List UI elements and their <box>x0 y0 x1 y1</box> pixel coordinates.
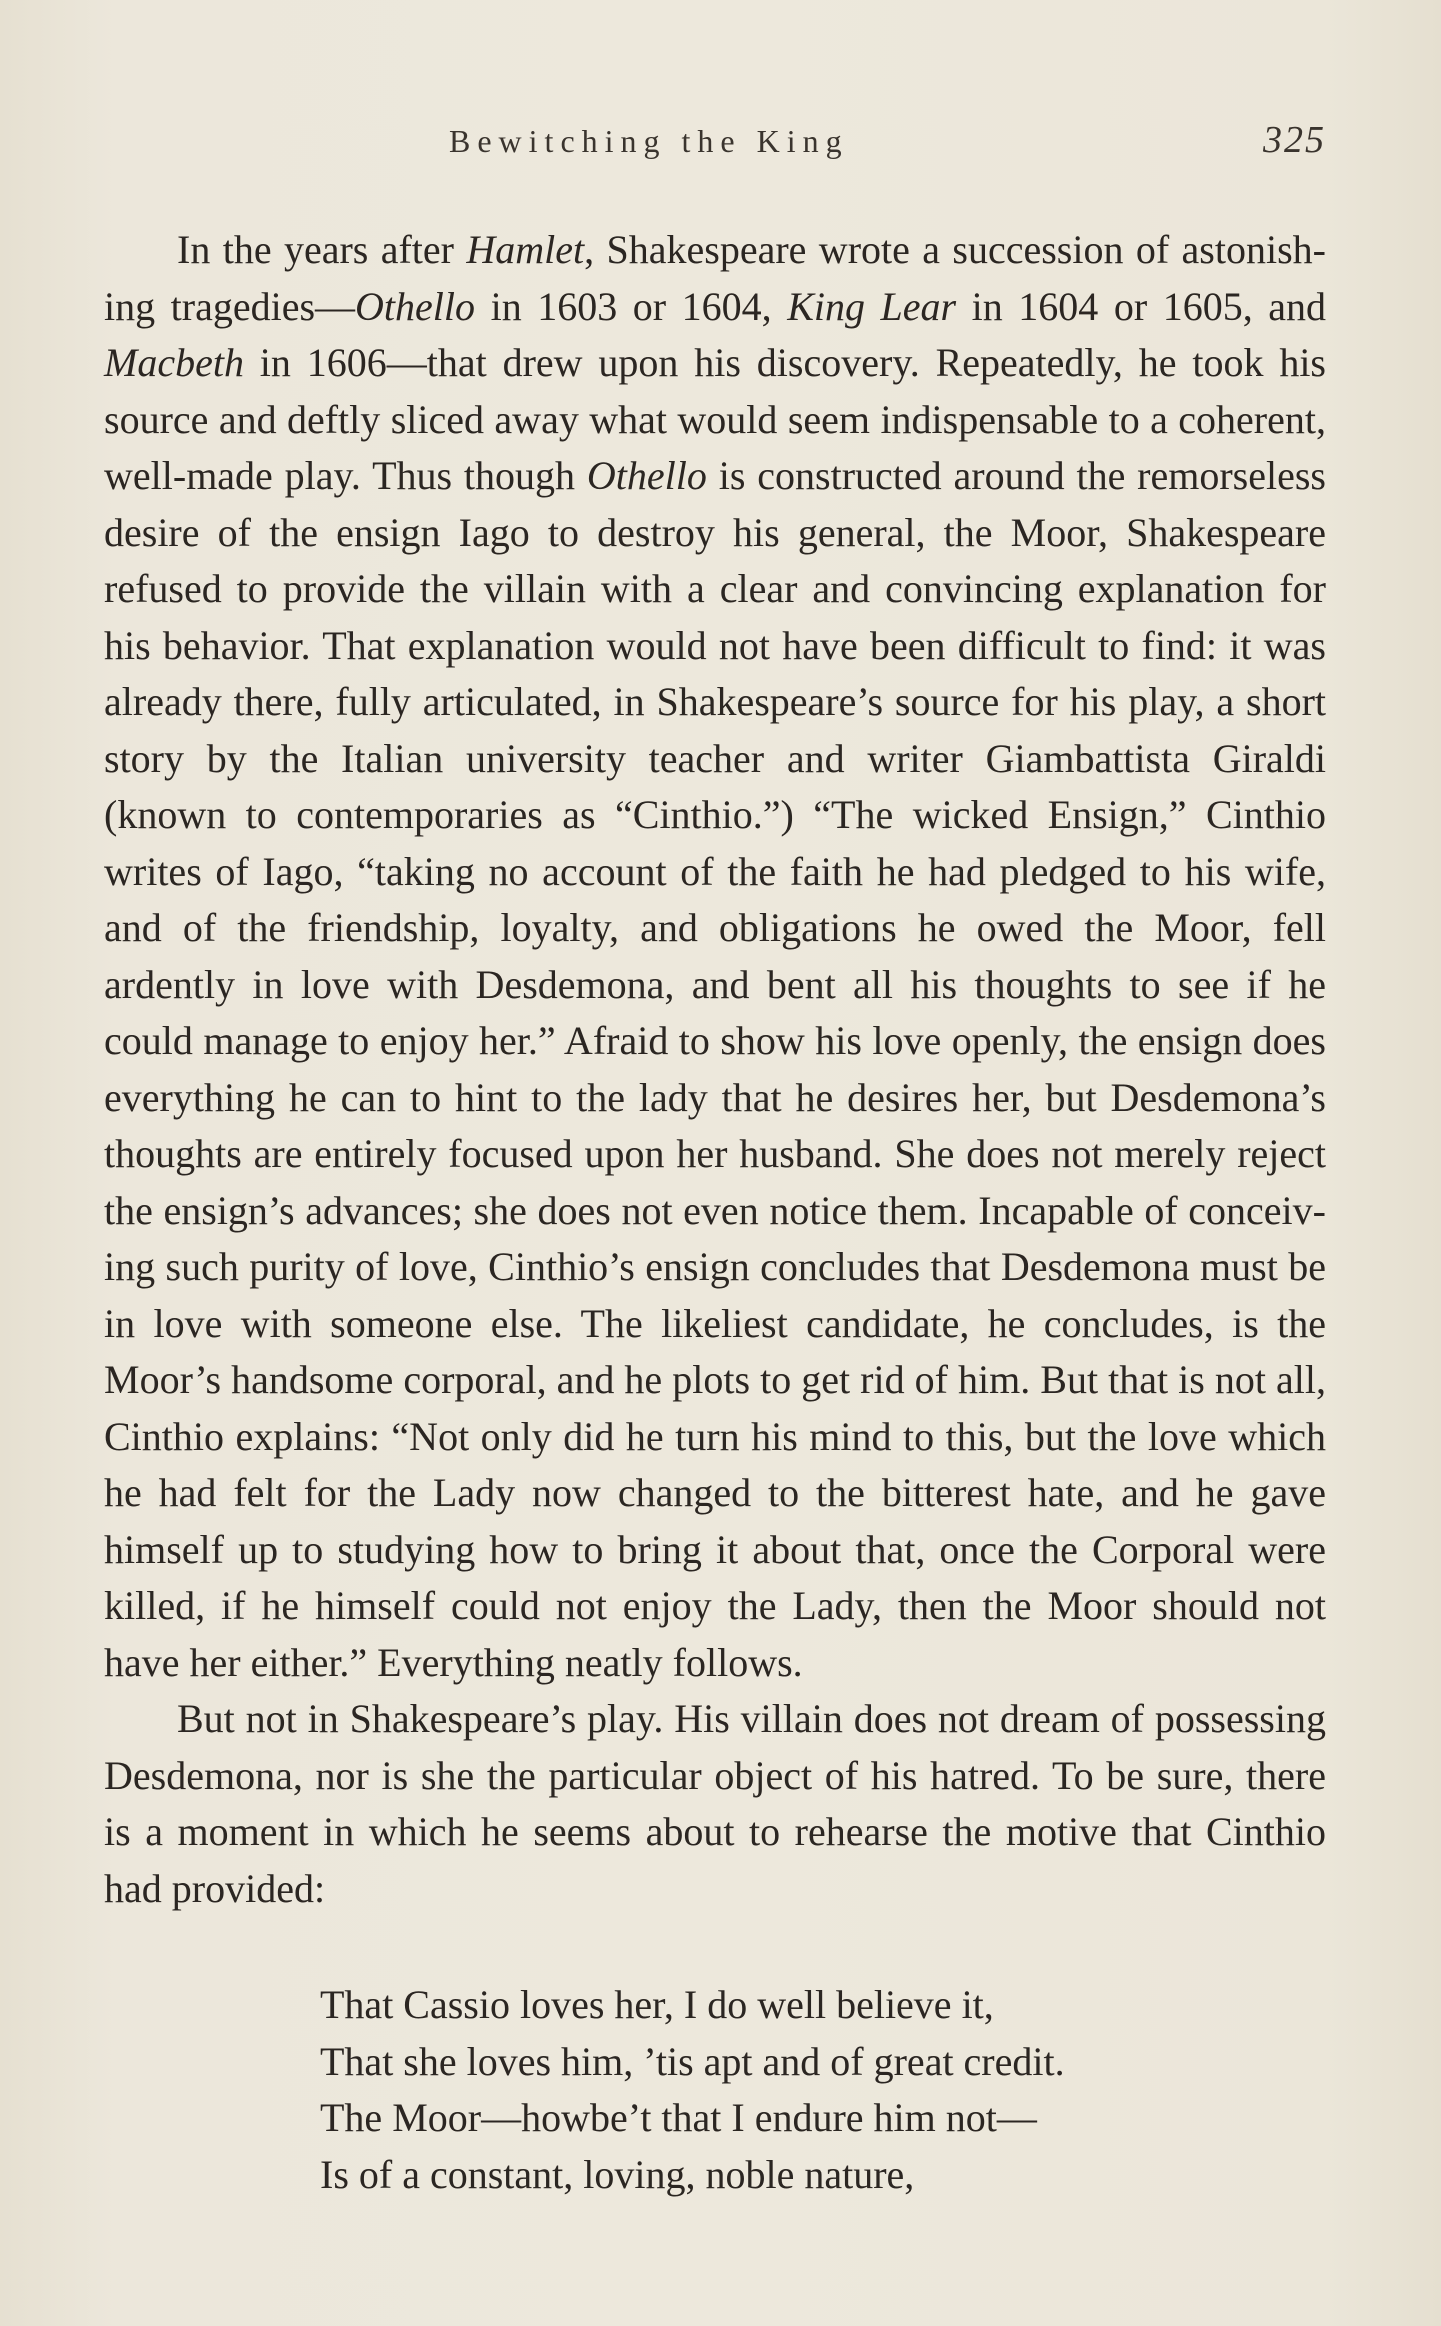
verse-line: The Moor—howbe’t that I endure him not— <box>320 2095 1037 2140</box>
title-hamlet: Hamlet <box>466 227 585 272</box>
verse-quotation <box>320 1977 1320 2203</box>
text-run: in 1606—that drew upon his discovery. Repeatedly, he took his source and deftly sliced away what would seem indispensable to a coherent, well-made play. Thus though <box>104 340 1326 498</box>
verse-line: That she loves him, ’tis apt and of great credit. <box>320 2038 1065 2084</box>
verse-line: Is of a constant, loving, noble nature, <box>320 2151 915 2197</box>
title-othello: Othello <box>355 283 476 329</box>
text-run: In the years after <box>177 227 467 272</box>
text-run: is constructed around the remorseless desire of the ensign Iago to destroy his general, the Moor, Shakespeare refused to provide the villain with a clear and convincing explanation for his behavior. That explanation would not have been difficult to find: it was already there, fully articulated, in Shakespeare’s source for his play, a short story by the Italian university teacher and writer Giambattista Giraldi (known to contemporaries as “Cinthio.”) “The wicked Ensign,” Cinthio writes of Iago, “taking no account of the faith he had pledged to his wife, and of the friendship, loyalty, and obligations he owed the Moor, fell ardently in love with Desdemona, and bent all his thoughts to see if he could manage to enjoy her.” Afraid to show his love openly, the ensign does everything he can to hint to the lady that he desires her, but Desdemona’s thoughts are entirely focused upon her husband. She does not merely reject the ensign’s advances; she does not even notice them. Incapable of conceiving such purity of love, Cinthio’s ensign concludes that Desdemona must be in love with someone else. The likeliest candidate, he concludes, is the Moor’s handsome corporal, and he plots to get rid of him. But that is not all, Cinthio explains: “Not only did he turn his mind to this, but the love which he had felt for the Lady now changed to the bitterest hate, and he gave himself up to studying how to bring it about that, once the Corporal were killed, if he himself could not enjoy the Lady, then the Moor should not have her either.” Everything neatly follows. <box>104 453 1327 1685</box>
running-head: Bewitching the King <box>449 123 849 159</box>
title-king-lear: King Lear <box>787 283 957 329</box>
text-run: in 1604 or 1605, and <box>956 283 1327 329</box>
paragraph-2: But not in Shakespeare’s play. His villain does not dream of possessing Desdemona, nor is she the particular object of his hatred. To be sure, there is a moment in which he seems about to rehearse the motive that Cinthio had provided: <box>104 1696 1326 1911</box>
title-macbeth: Macbeth <box>104 340 244 385</box>
page-number: 325 <box>1263 119 1326 161</box>
verse-line: That Cassio loves her, I do well believe it, <box>320 1982 994 2027</box>
text-run: in 1603 or 1604, <box>475 283 788 329</box>
text-run: , Shakespeare wrote a succession of astonishing tragedies— <box>104 227 1326 329</box>
page-header <box>104 118 1326 170</box>
body-text <box>104 222 1326 1917</box>
title-othello: Othello <box>586 453 707 498</box>
paragraph-1 <box>104 222 1326 1691</box>
